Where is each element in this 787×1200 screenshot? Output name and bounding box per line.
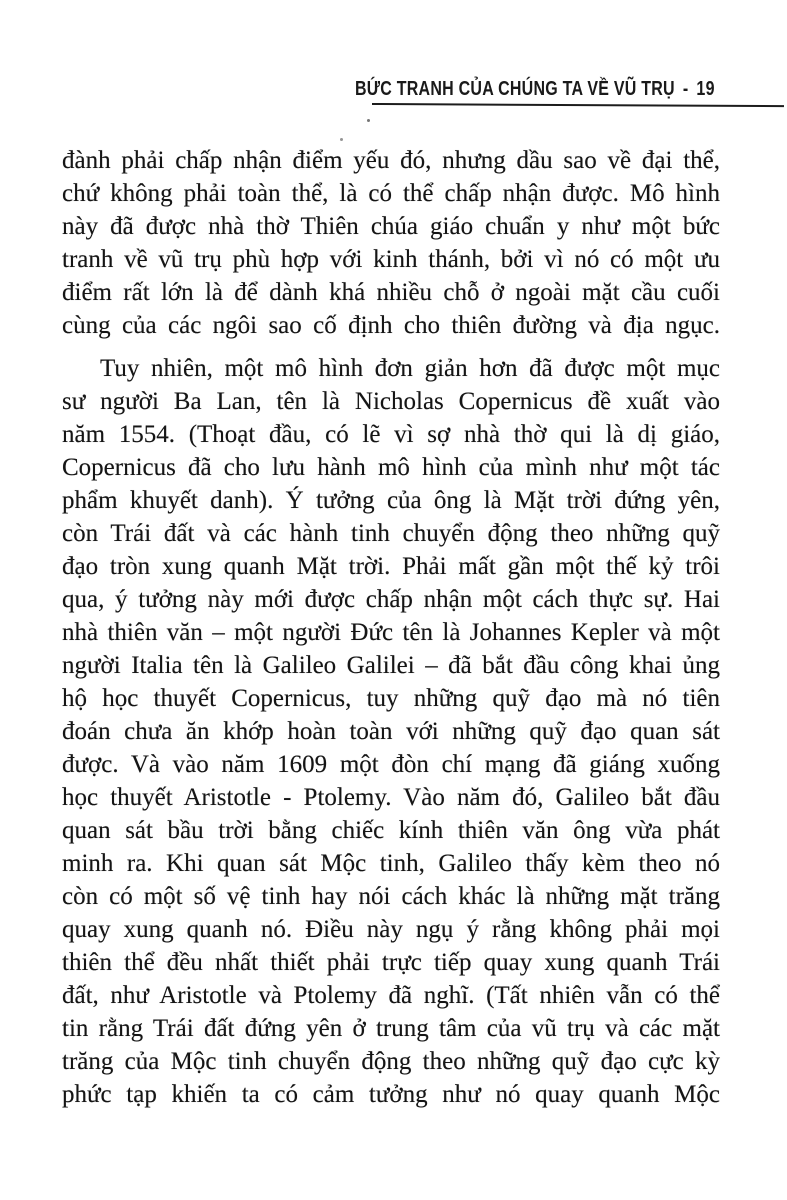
paragraph [62, 352, 720, 1111]
text-line: phẩm khuyết danh). Ý tưởng của ông là Mặt trời đứng yên, [62, 487, 720, 514]
text-line: trăng của Mộc tinh chuyển động theo những quỹ đạo cực kỳ [62, 1048, 720, 1075]
text-line: quay xung quanh nó. Điều này ngụ ý rằng không phải mọi [62, 916, 720, 943]
text-line: đạo tròn xung quanh Mặt trời. Phải mất gần một thế kỷ trôi [62, 553, 720, 580]
scan-speck [367, 119, 370, 122]
text-line: người Italia tên là Galileo Galilei – đã bắt đầu công khai ủng [62, 652, 720, 679]
text-line: năm 1554. (Thoạt đầu, có lẽ vì sợ nhà thờ qui là dị giáo, [62, 421, 720, 448]
paragraph [62, 144, 720, 342]
text-line: sư người Ba Lan, tên là Nicholas Copernicus đề xuất vào [62, 388, 720, 415]
text-line: điểm rất lớn là để dành khá nhiều chỗ ở ngoài mặt cầu cuối [62, 279, 720, 306]
text-line: qua, ý tưởng này mới được chấp nhận một cách thực sự. Hai [62, 586, 720, 613]
running-header-text [355, 78, 715, 101]
text-line: hộ học thuyết Copernicus, tuy những quỹ đạo mà nó tiên [62, 685, 720, 712]
text-line: đành phải chấp nhận điểm yếu đó, nhưng dầu sao về đại thể, [62, 147, 720, 174]
text-line: đất, như Aristotle và Ptolemy đã nghĩ. (Tất nhiên vẫn có thể [62, 982, 720, 1009]
header-rule [372, 103, 784, 107]
text-line: đoán chưa ăn khớp hoàn toàn với những quỹ đạo quan sát [62, 718, 720, 745]
text-line: được. Và vào năm 1609 một đòn chí mạng đã giáng xuống [62, 751, 720, 778]
text-line: tranh về vũ trụ phù hợp với kinh thánh, bởi vì nó có một ưu [62, 246, 720, 273]
text-line: quan sát bầu trời bằng chiếc kính thiên văn ông vừa phát [62, 817, 720, 844]
text-line: Copernicus đã cho lưu hành mô hình của mình như một tác [62, 454, 720, 481]
chapter-title: BỨC TRANH CỦA CHÚNG TA VỀ VŨ TRỤ [355, 78, 676, 100]
text-line: còn Trái đất và các hành tinh chuyển động theo những quỹ [62, 520, 720, 547]
text-line: tin rằng Trái đất đứng yên ở trung tâm của vũ trụ và các mặt [62, 1015, 720, 1042]
text-line: phức tạp khiến ta có cảm tưởng như nó quay quanh Mộc [62, 1081, 720, 1108]
text-line: minh ra. Khi quan sát Mộc tinh, Galileo thấy kèm theo nó [62, 850, 720, 877]
page-body [62, 144, 720, 1111]
text-line: cùng của các ngôi sao cố định cho thiên đường và địa ngục. [62, 312, 720, 339]
scan-speck [340, 138, 343, 141]
text-line: học thuyết Aristotle - Ptolemy. Vào năm đó, Galileo bắt đầu [62, 784, 720, 811]
text-line: này đã được nhà thờ Thiên chúa giáo chuẩn y như một bức [62, 213, 720, 240]
text-line: chứ không phải toàn thể, là có thể chấp nhận được. Mô hình [62, 180, 720, 207]
text-line: thiên thể đều nhất thiết phải trực tiếp quay xung quanh Trái [62, 949, 720, 976]
text-line: Tuy nhiên, một mô hình đơn giản hơn đã được một mục [100, 355, 720, 382]
text-line: còn có một số vệ tinh hay nói cách khác là những mặt trăng [62, 883, 720, 910]
page-number: 19 [696, 78, 715, 100]
header-separator: - [683, 78, 689, 100]
text-line: nhà thiên văn – một người Đức tên là Johannes Kepler và một [62, 619, 720, 646]
